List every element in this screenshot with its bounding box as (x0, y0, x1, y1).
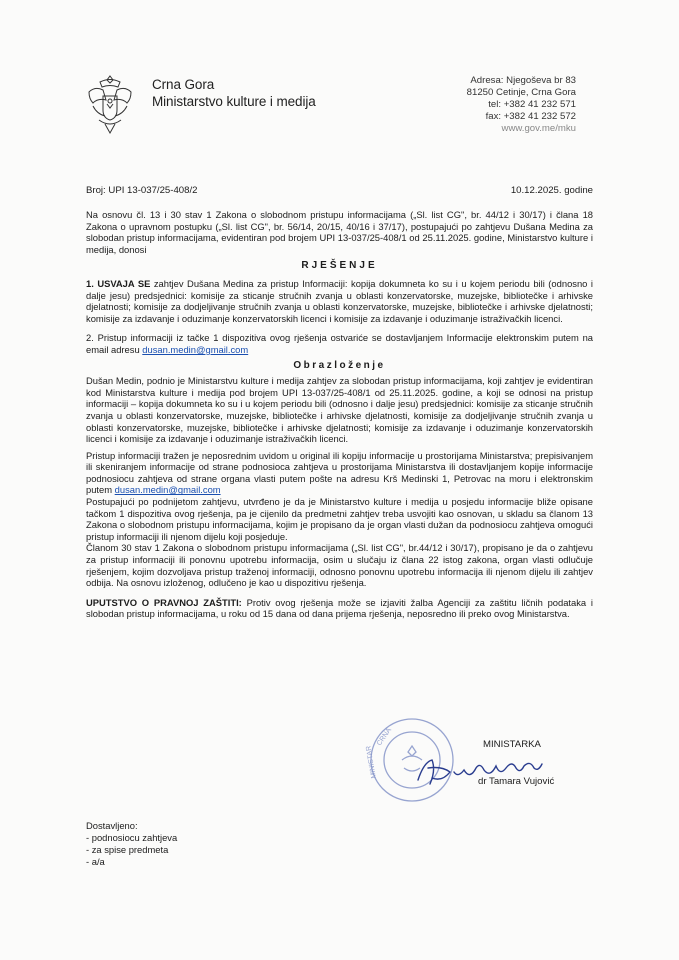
item-1-label: 1. USVAJA SE (86, 277, 151, 289)
reasoning-paragraph-3: Postupajući po podnijetom zahtjevu, utvrđeno je da je Ministarstvo kulture i medija u posjedu informacije bliže opisane tačkom 1 dispozitiva ovog rješenja, pa je cijenilo da predmetni zahtjev treba usvojiti kao osnovan, u skladu sa članom 13 Zakona o slobodnom pristupu informacijama, kojim je propisano da je organ vlasti dužan da podnosiocu zahtjeva omogući pristup informaciji ili njenom dijelu koji posjeduje. (86, 496, 593, 542)
delivery-item: - a/a (86, 856, 105, 867)
item-2-text: 2. Pristup informaciji iz tačke 1 dispozitiva ovog rješenja ostvariće se dostavljanjem Informacije elektronskim putem na email adresu (86, 332, 593, 355)
website-line: www.gov.me/mku (501, 123, 576, 134)
decision-title: RJEŠENJE (301, 260, 378, 272)
delivery-item: - podnosiocu zahtjeva (86, 832, 178, 843)
ministry-name: Ministarstvo kulture i medija (152, 94, 316, 109)
reasoning-paragraph-1: Dušan Medin, podnio je Ministarstvu kulture i medija zahtjev za slobodan pristup informacijama, koji zahtjev je evidentiran kod Ministarstva kulture i medija pod brojem UPI 13-037/25-408/1 od 25.11.2025. godine, a koji se odnosi na pristup informaciji – kopija dokumneta ko su i u kojem periodu bili (odnosno i dalje jesu) predsjednici: komisije za sticanje stručnih zvanja u oblasti konzervatorske, muzejske, bibliotečke i arhivske djelatnosti, komisije za dodjeljivanje stručnih zvanja u oblasti konzervatorske, muzejske, bibliotečke i arhivske djelatnosti; komisije za izdavanje i oduzimanje konzervatorskih licenci i komisije za izdavanje i oduzimanje istraživačkih licenci. (86, 375, 593, 445)
delivery-title: Dostavljeno: (86, 820, 138, 831)
signature-title: MINISTARKA (483, 739, 541, 750)
legal-remedy-paragraph (86, 597, 593, 620)
reference-number: Broj: UPI 13-037/25-408/2 (86, 185, 198, 196)
email-link[interactable]: dusan.medin@gmail.com (142, 343, 249, 355)
reasoning-paragraph-4: Članom 30 stav 1 Zakona o slobodnom pristupu informacijama („Sl. list CG", br.44/12 i 30/17), propisano je da o zahtjevu za pristup informaciji ili ponovnu upotrebu informacija, osim u slučaju iz člana 22 istog zakona, organ vlasti odlučuje rješenjem, kojim dozvoljava pristup traženoj informaciji, odnosno ponovnu upotrebu informacija ili njenom dijelu ili zahtjev odbija. Na osnovu izloženog, odlučeno je kao u dispozitivu rješenja. (86, 542, 593, 589)
reference-date: 10.12.2025. godine (510, 185, 593, 196)
fax-line: fax: +382 41 232 572 (485, 111, 576, 122)
svg-text:MINISTAR: MINISTAR (365, 745, 378, 779)
reasoning-title: Obrazloženje (293, 359, 386, 371)
city-line: 81250 Cetinje, Crna Gora (466, 87, 576, 98)
svg-text:CRNA: CRNA (375, 726, 394, 748)
delivery-item: - za spise predmeta (86, 844, 169, 855)
reference-line (86, 185, 593, 197)
phone-line: tel: +382 41 232 571 (488, 99, 576, 110)
legal-remedy-text: Protiv ovog rješenja može se izjaviti žalba Agenciji za zaštitu ličnih podataka i slobodan pristup informacijama, u roku od 15 dana od dana prijema rješenja, neposredno ili preko ovog Ministarstva. (86, 596, 593, 620)
legal-remedy-label: UPUTSTVO O PRAVNOJ ZAŠTITI: (86, 596, 242, 608)
document-body (86, 209, 593, 620)
reasoning-paragraph-2 (86, 450, 593, 496)
signer-name: dr Tamara Vujović (478, 776, 555, 787)
address-line: Adresa: Njegoševa br 83 (470, 75, 576, 86)
item-1-text: zahtjev Dušana Medina za pristup Informaciji: kopija dokumneta ko su i u kojem periodu bili (odnosno i dalje jesu) predsjednici: komisije za sticanje stručnih zvanja u oblasti konzervatorske, muzejske, bibliotečke i arhivske djelatnosti; komisije za dodjeljivanje stručnih zvanja u oblasti konzervatorske, muzejske, bibliotečke i arhivske djelatnosti; komisije za izdavanje i oduzimanje konzervatorskih licenci i komisije za izdavanje i oduzimanje istraživačkih licenci. (86, 277, 593, 324)
decision-item-2 (86, 332, 593, 355)
reasoning-2-text: Pristup informaciji tražen je neposrednim uvidom u original ili kopiju informacije u prostorijama Ministarstva; prepisivanjem ili skeniranjem informacije od strane podnosioca zahtjeva u prostorijama Ministarstva ili dostavljanjem kopije informacije podnosiocu zahtjeva od strane organa vlasti putem pošte na adresu Krš Medinski 1, Petrovac na moru i elektronskim putem (86, 449, 593, 496)
intro-paragraph: Na osnovu čl. 13 i 30 stav 1 Zakona o slobodnom pristupu informacijama („Sl. list CG", br. 44/12 i 30/17) i člana 18 Zakona o upravnom postupku („Sl. list CG", br. 56/14, 20/15, 40/16 i 37/17), postupajući po zahtjevu Dušana Medina za slobodan pristup informacijama, evidentiran pod brojem UPI 13-037/25-408/1 od 25.11.2025. godine, Ministarstvo kulture i medija, donosi (86, 209, 593, 255)
institution-header (152, 76, 316, 110)
delivery-list (86, 820, 177, 868)
coat-of-arms-icon (83, 74, 137, 136)
decision-item-1 (86, 278, 593, 324)
email-link[interactable]: dusan.medin@gmail.com (114, 484, 221, 496)
country-name: Crna Gora (152, 77, 215, 92)
contact-block (467, 75, 576, 135)
